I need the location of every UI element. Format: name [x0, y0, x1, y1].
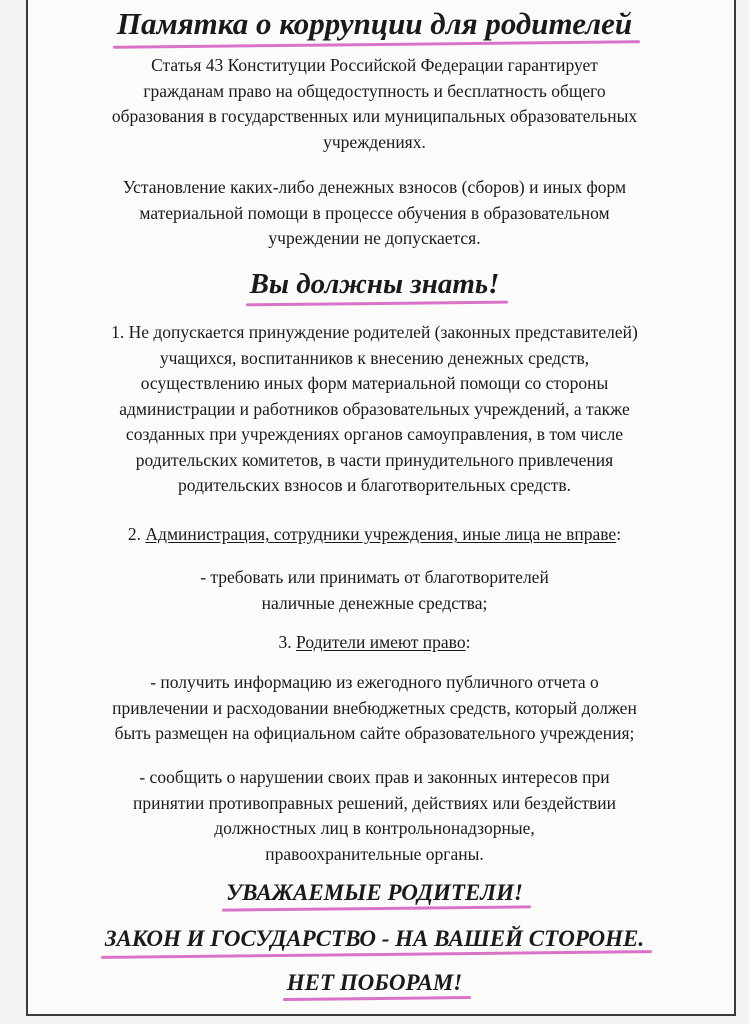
point-3-item-1: - получить информацию из ежегодного публичного отчета о привлечении и расходовании внебюджетных средств, который должен быть размещен на официальном сайте образовательного учреждения; — [112, 672, 637, 743]
intro-paragraph: Статья 43 Конституции Российской Федерации гарантирует гражданам право на общедоступность и бесплатность общего образования в государственных или муниципальных образовательных учреждениях. — [111, 55, 638, 152]
closing-line-2: ЗАКОН И ГОСУДАРСТВО - НА ВАШЕЙ СТОРОНЕ. — [104, 926, 645, 951]
prohibition-paragraph: Установление каких-либо денежных взносов (сборов) и иных форм материальной помощи в процессе обучения в образовательном учреждении не допускается. — [122, 177, 627, 248]
point-3-item-2: - сообщить о нарушении своих прав и законных интересов при принятии противоправных решений, действиях или бездействии должностных лиц в контрольнонадзорные, правоохранительные органы. — [133, 767, 616, 864]
point-2-heading: 2. Администрация, сотрудники учреждения, иные лица не вправе: — [127, 524, 622, 544]
closing-line-1: УВАЖАЕМЫЕ РОДИТЕЛИ! — [226, 880, 523, 905]
closing-line-3: НЕТ ПОБОРАМ! — [286, 970, 463, 995]
point-1-paragraph: 1. Не допускается принуждение родителей (законных представителей) учащихся, воспитанников к внесению денежных средств, осуществлению иных форм материальной помощи со стороны администрации и работников образовательных учреждений, а также созданных при учреждениях органов самоуправления, в том числе родительских комитетов, в части принудительного привлечения родительских взносов и благотворительных средств. — [111, 322, 638, 495]
section-subtitle: Вы должны знать! — [249, 268, 500, 300]
point-3-heading: 3. Родители имеют право: — [278, 632, 471, 652]
document-title: Памятка о коррупции для родителей — [116, 6, 633, 41]
point-2-item: - требовать или принимать от благотворителей наличные денежные средства; — [200, 567, 549, 613]
